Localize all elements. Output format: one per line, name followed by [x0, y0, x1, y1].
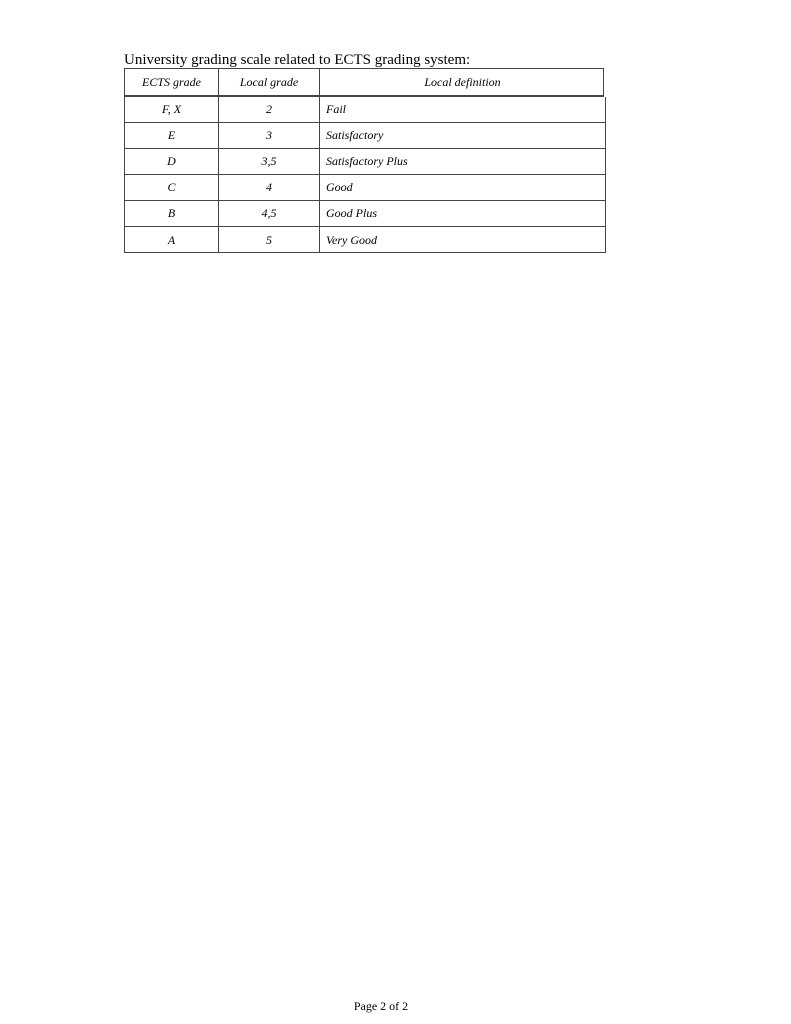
table-row [125, 175, 605, 201]
local-grade-cell: 3 [218, 123, 319, 148]
local-definition-cell: Satisfactory [319, 123, 605, 148]
table-body [124, 97, 606, 253]
local-grade-cell: 4 [218, 175, 319, 200]
table-row [125, 227, 605, 253]
table-header-row [124, 68, 604, 97]
local-definition-cell: Very Good [319, 227, 605, 253]
local-grade-cell: 5 [218, 227, 319, 253]
table-row [125, 123, 605, 149]
local-grade-cell: 3,5 [218, 149, 319, 174]
header-local-definition: Local definition [319, 69, 605, 95]
local-definition-cell: Fail [319, 97, 605, 122]
ects-grade-cell: E [167, 128, 176, 142]
local-definition-cell: Good Plus [319, 201, 605, 226]
table-row [125, 149, 605, 175]
ects-grade-cell: C [167, 180, 176, 194]
header-ects-grade: ECTS grade [141, 74, 201, 89]
grading-scale-table [124, 68, 606, 253]
table-caption: University grading scale related to ECTS grading system: [124, 52, 471, 68]
ects-grade-cell: B [167, 206, 176, 220]
header-local-grade: Local grade [218, 69, 319, 95]
local-definition-cell: Satisfactory Plus [319, 149, 605, 174]
ects-grade-cell: D [167, 154, 176, 168]
local-grade-cell: 4,5 [218, 201, 319, 226]
ects-grade-cell: A [167, 232, 176, 247]
local-grade-cell: 2 [218, 97, 319, 122]
page-number: Page 2 of 2 [353, 999, 409, 1013]
local-definition-cell: Good [319, 175, 605, 200]
table-row [125, 97, 605, 123]
previous-page-text-fragment [150, 0, 280, 2]
ects-grade-cell: F, X [161, 102, 182, 116]
table-row [125, 201, 605, 227]
